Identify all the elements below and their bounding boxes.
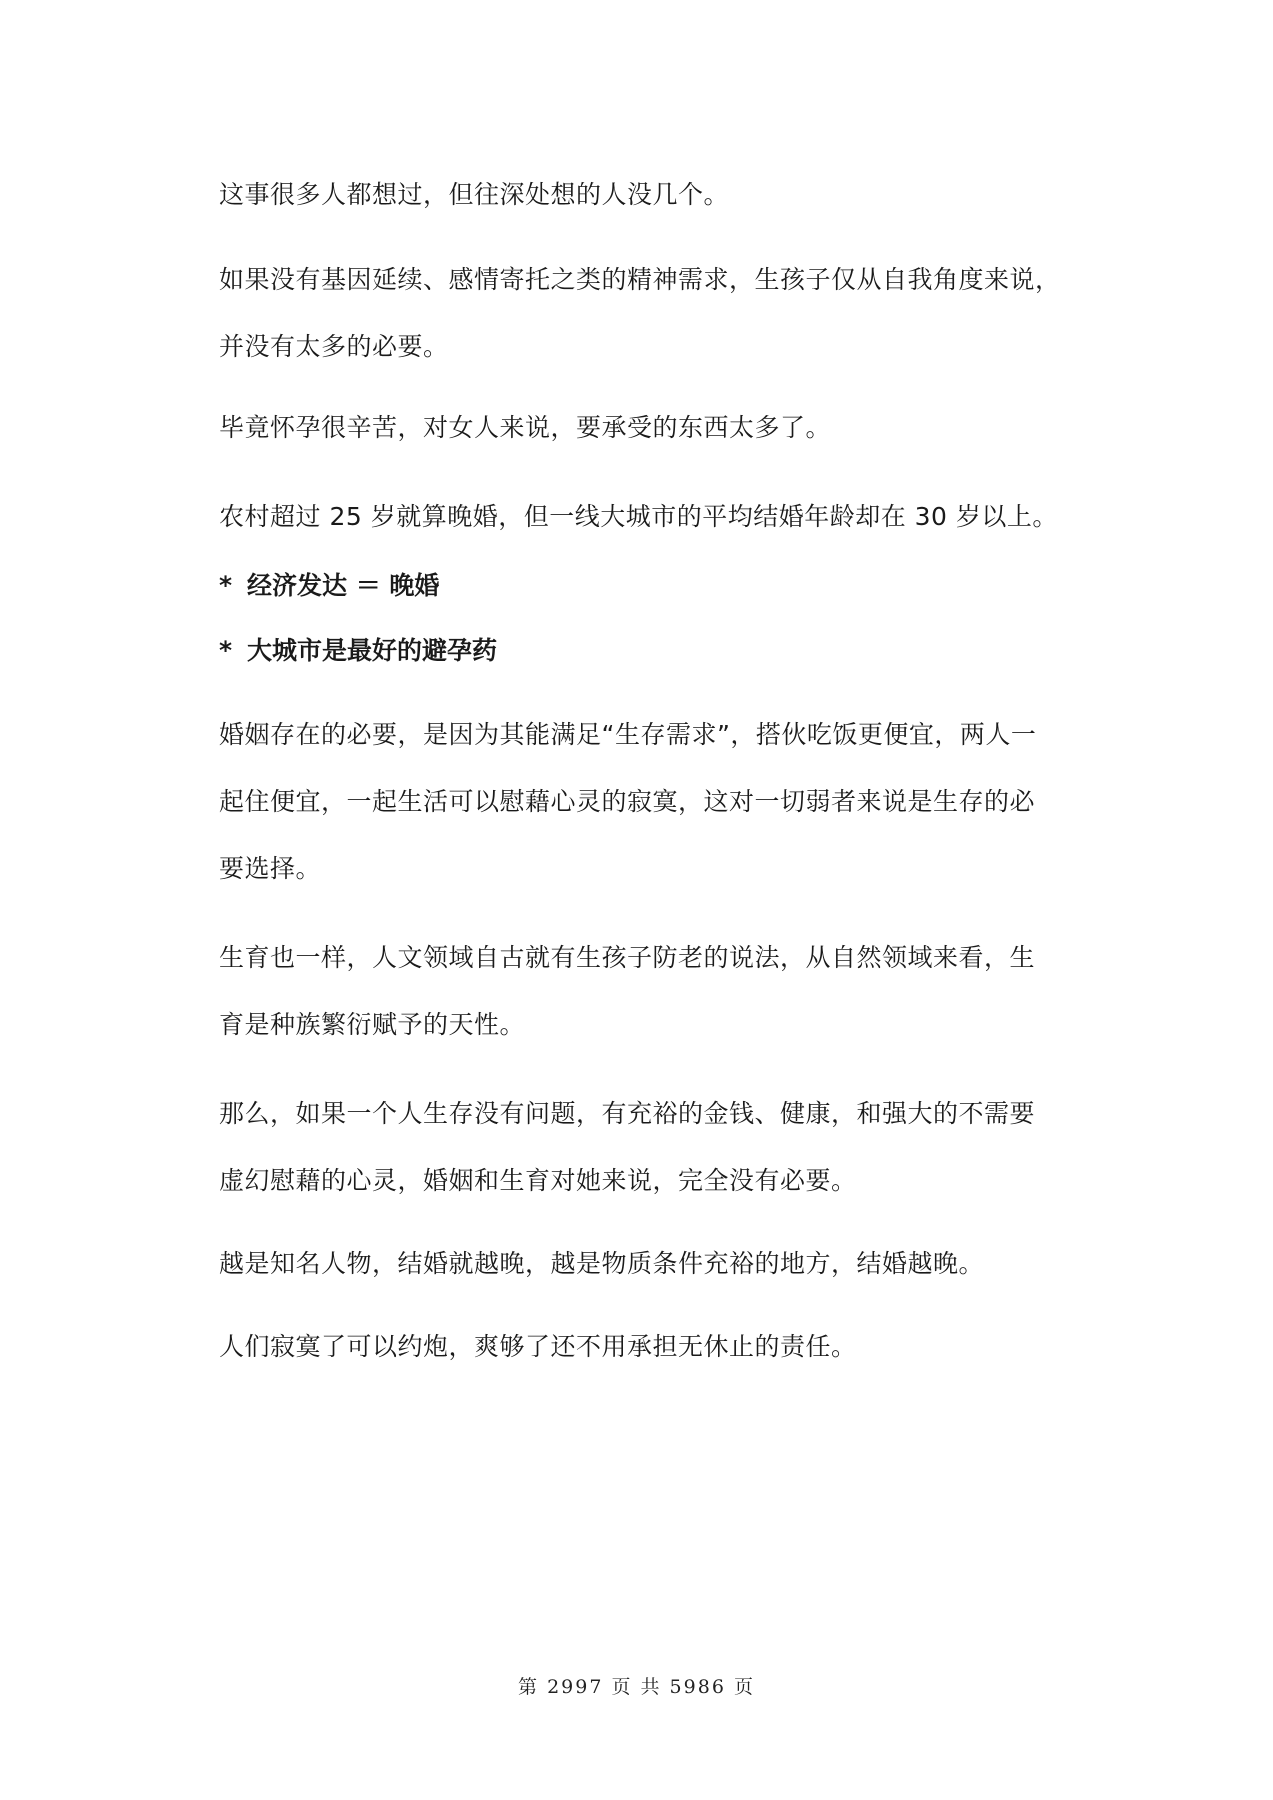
paragraph [219, 246, 1059, 380]
text-line: 生育也一样，人文领域自古就有生孩子防老的说法，从自然领域来看，生 [219, 943, 1036, 972]
bullet-text: 经济发达 ＝ 晚婚 [247, 571, 440, 600]
paragraph [219, 924, 1059, 1058]
text-line: 人们寂寞了可以约炮，爽够了还不用承担无休止的责任。 [219, 1332, 857, 1361]
paragraph [219, 1230, 1059, 1297]
bullet-text: 大城市是最好的避孕药 [247, 636, 498, 665]
paragraph [219, 394, 1059, 461]
text-line: 如果没有基因延续、感情寄托之类的精神需求，生孩子仅从自我角度来说， [219, 265, 1061, 294]
text-line: 起住便宜，一起生活可以慰藉心灵的寂寞，这对一切弱者来说是生存的必 [219, 787, 1036, 816]
text-line: 那么，如果一个人生存没有问题，有充裕的金钱、健康，和强大的不需要 [219, 1099, 1036, 1128]
text-line: 虚幻慰藉的心灵，婚姻和生育对她来说，完全没有必要。 [219, 1166, 857, 1195]
bullet-item [219, 631, 1059, 671]
text-line: 要选择。 [219, 854, 322, 883]
paragraph [219, 701, 1059, 902]
paragraph [219, 1313, 1059, 1380]
text-line: 农村超过 25 岁就算晚婚，但一线大城市的平均结婚年龄却在 30 岁以上。 [219, 502, 1058, 531]
bullet-star: * [219, 571, 233, 600]
paragraph [219, 161, 1059, 228]
text-line: 并没有太多的必要。 [219, 332, 449, 361]
page-content [219, 161, 1059, 1404]
text-line: 婚姻存在的必要，是因为其能满足“生存需求”，搭伙吃饭更便宜，两人一 [219, 720, 1037, 749]
text-line: 越是知名人物，结婚就越晚，越是物质条件充裕的地方，结婚越晚。 [219, 1249, 985, 1278]
bullet-item [219, 566, 1059, 606]
page-number-footer: 第 2997 页 共 5986 页 [518, 1676, 755, 1698]
text-line: 这事很多人都想过，但往深处想的人没几个。 [219, 180, 730, 209]
paragraph [219, 483, 1059, 550]
text-line: 育是种族繁衍赋予的天性。 [219, 1010, 526, 1039]
text-line: 毕竟怀孕很辛苦，对女人来说，要承受的东西太多了。 [219, 413, 832, 442]
paragraph [219, 1080, 1059, 1214]
bullet-star: * [219, 636, 233, 665]
